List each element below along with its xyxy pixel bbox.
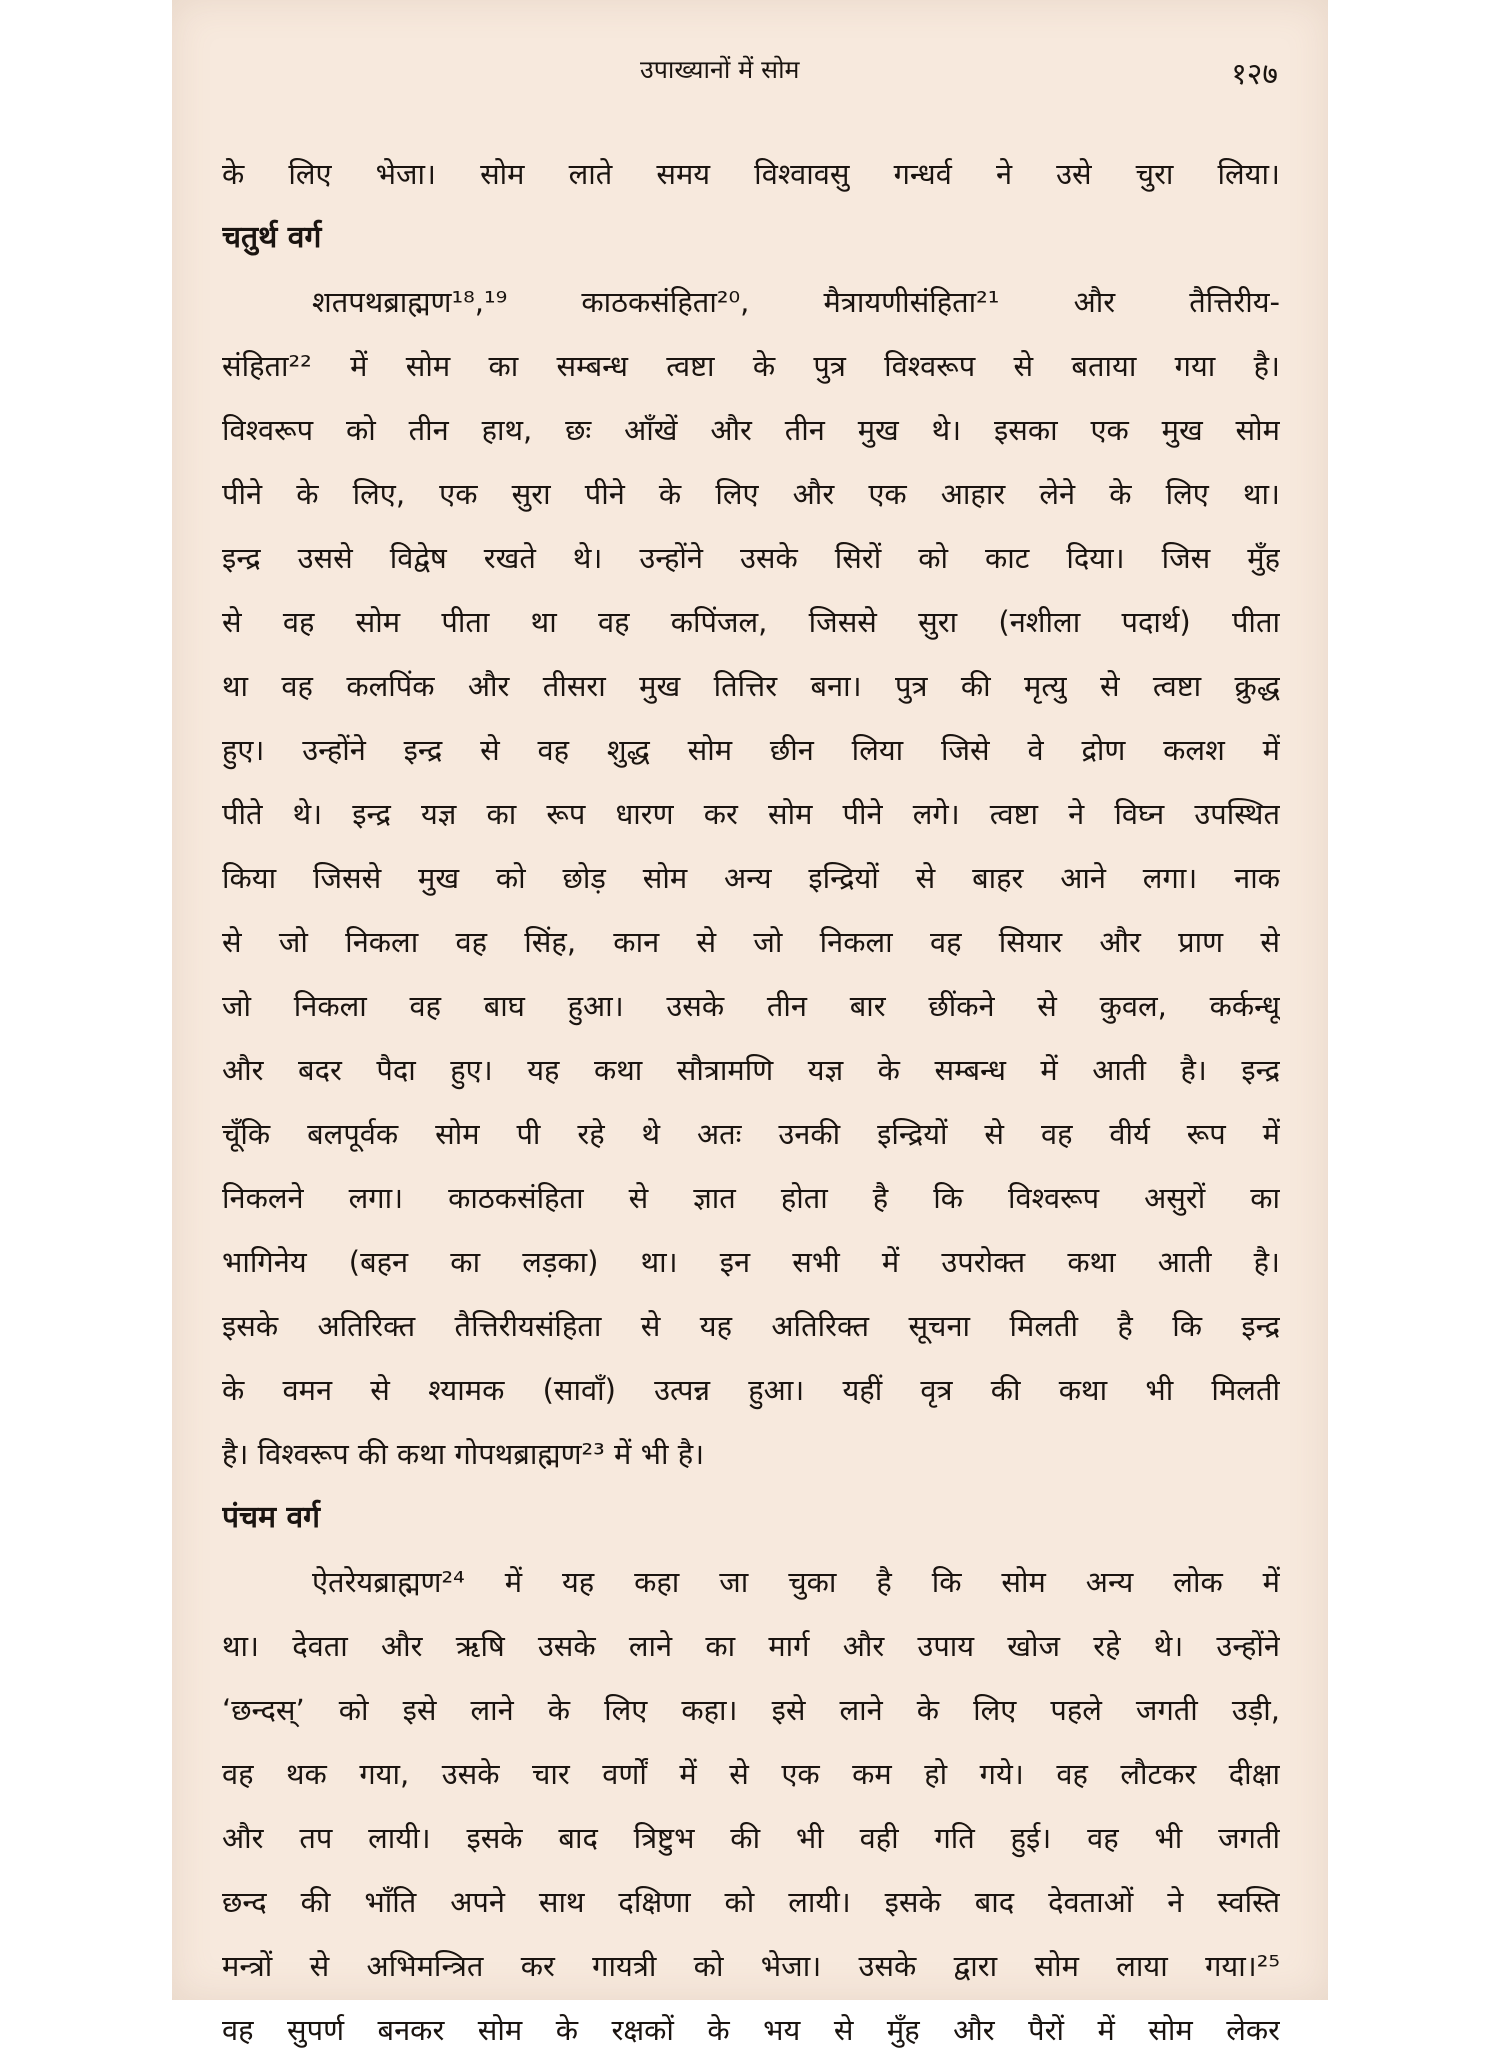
page-number: १२७ (1231, 57, 1278, 92)
section-heading: पंचम वर्ग (222, 1500, 321, 1535)
section-heading: चतुर्थ वर्ग (222, 220, 322, 255)
text-line: से वह सोम पीता था वह कपिंजल, जिससे सुरा (नशीला पदार्थ) पीता (222, 605, 1280, 639)
text-line: इन्द्र उससे विद्वेष रखते थे। उन्होंने उसके सिरों को काट दिया। जिस मुँह (222, 541, 1280, 575)
text-line: से जो निकला वह सिंह, कान से जो निकला वह सियार और प्राण से (222, 925, 1280, 959)
text-line: और बदर पैदा हुए। यह कथा सौत्रामणि यज्ञ के सम्बन्ध में आती है। इन्द्र (222, 1053, 1280, 1087)
page-body (222, 142, 1280, 2062)
page-header (172, 52, 1328, 92)
text-line: ‘छन्दस्’ को इसे लाने के लिए कहा। इसे लाने के लिए पहले जगती उड़ी, (222, 1693, 1280, 1727)
text-line: छन्द की भाँति अपने साथ दक्षिणा को लायी। इसके बाद देवताओं ने स्वस्ति (222, 1885, 1280, 1919)
text-line: जो निकला वह बाघ हुआ। उसके तीन बार छींकने से कुवल, कर्कन्धू (222, 989, 1280, 1023)
text-line: चूँकि बलपूर्वक सोम पी रहे थे अतः उनकी इन्द्रियों से वह वीर्य रूप में (222, 1117, 1280, 1151)
text-line: विश्वरूप को तीन हाथ, छः आँखें और तीन मुख थे। इसका एक मुख सोम (222, 413, 1280, 447)
text-line: शतपथब्राह्मण¹⁸,¹⁹ काठकसंहिता²⁰, मैत्रायणीसंहिता²¹ और तैत्तिरीय- (312, 285, 1280, 319)
text-line: के वमन से श्यामक (सावाँ) उत्पन्न हुआ। यहीं वृत्र की कथा भी मिलती (222, 1373, 1280, 1407)
text-line: है। विश्वरूप की कथा गोपथब्राह्मण²³ में भी है। (222, 1437, 705, 1471)
text-line: संहिता²² में सोम का सम्बन्ध त्वष्टा के पुत्र विश्वरूप से बताया गया है। (222, 349, 1280, 383)
text-line: किया जिससे मुख को छोड़ सोम अन्य इन्द्रियों से बाहर आने लगा। नाक (222, 861, 1280, 895)
text-line: पीने के लिए, एक सुरा पीने के लिए और एक आहार लेने के लिए था। (222, 477, 1280, 511)
text-line: और तप लायी। इसके बाद त्रिष्टुभ की भी वही गति हुई। वह भी जगती (222, 1821, 1280, 1855)
text-line: ऐतरेयब्राह्मण²⁴ में यह कहा जा चुका है कि सोम अन्य लोक में (312, 1565, 1280, 1599)
book-page (172, 0, 1328, 2047)
text-line: वह थक गया, उसके चार वर्णों में से एक कम हो गये। वह लौटकर दीक्षा (222, 1757, 1280, 1791)
text-line: मन्त्रों से अभिमन्त्रित कर गायत्री को भेजा। उसके द्वारा सोम लाया गया।²⁵ (222, 1949, 1280, 1983)
running-head: उपाख्यानों में सोम (640, 55, 800, 84)
text-line: वह सुपर्ण बनकर सोम के रक्षकों के भय से मुँह और पैरों में सोम लेकर (222, 2013, 1280, 2047)
text-line: निकलने लगा। काठकसंहिता से ज्ञात होता है कि विश्वरूप असुरों का (222, 1181, 1280, 1215)
text-line: था। देवता और ऋषि उसके लाने का मार्ग और उपाय खोज रहे थे। उन्होंने (222, 1629, 1280, 1663)
text-line: इसके अतिरिक्त तैत्तिरीयसंहिता से यह अतिरिक्त सूचना मिलती है कि इन्द्र (222, 1309, 1280, 1343)
text-line: हुए। उन्होंने इन्द्र से वह शुद्ध सोम छीन लिया जिसे वे द्रोण कलश में (222, 733, 1280, 767)
text-line: के लिए भेजा। सोम लाते समय विश्वावसु गन्धर्व ने उसे चुरा लिया। (222, 157, 1280, 191)
text-line: भागिनेय (बहन का लड़का) था। इन सभी में उपरोक्त कथा आती है। (222, 1245, 1280, 1279)
text-line: पीते थे। इन्द्र यज्ञ का रूप धारण कर सोम पीने लगे। त्वष्टा ने विघ्न उपस्थित (222, 797, 1280, 831)
text-line: था वह कलपिंक और तीसरा मुख तित्तिर बना। पुत्र की मृत्यु से त्वष्टा क्रुद्ध (222, 669, 1280, 703)
